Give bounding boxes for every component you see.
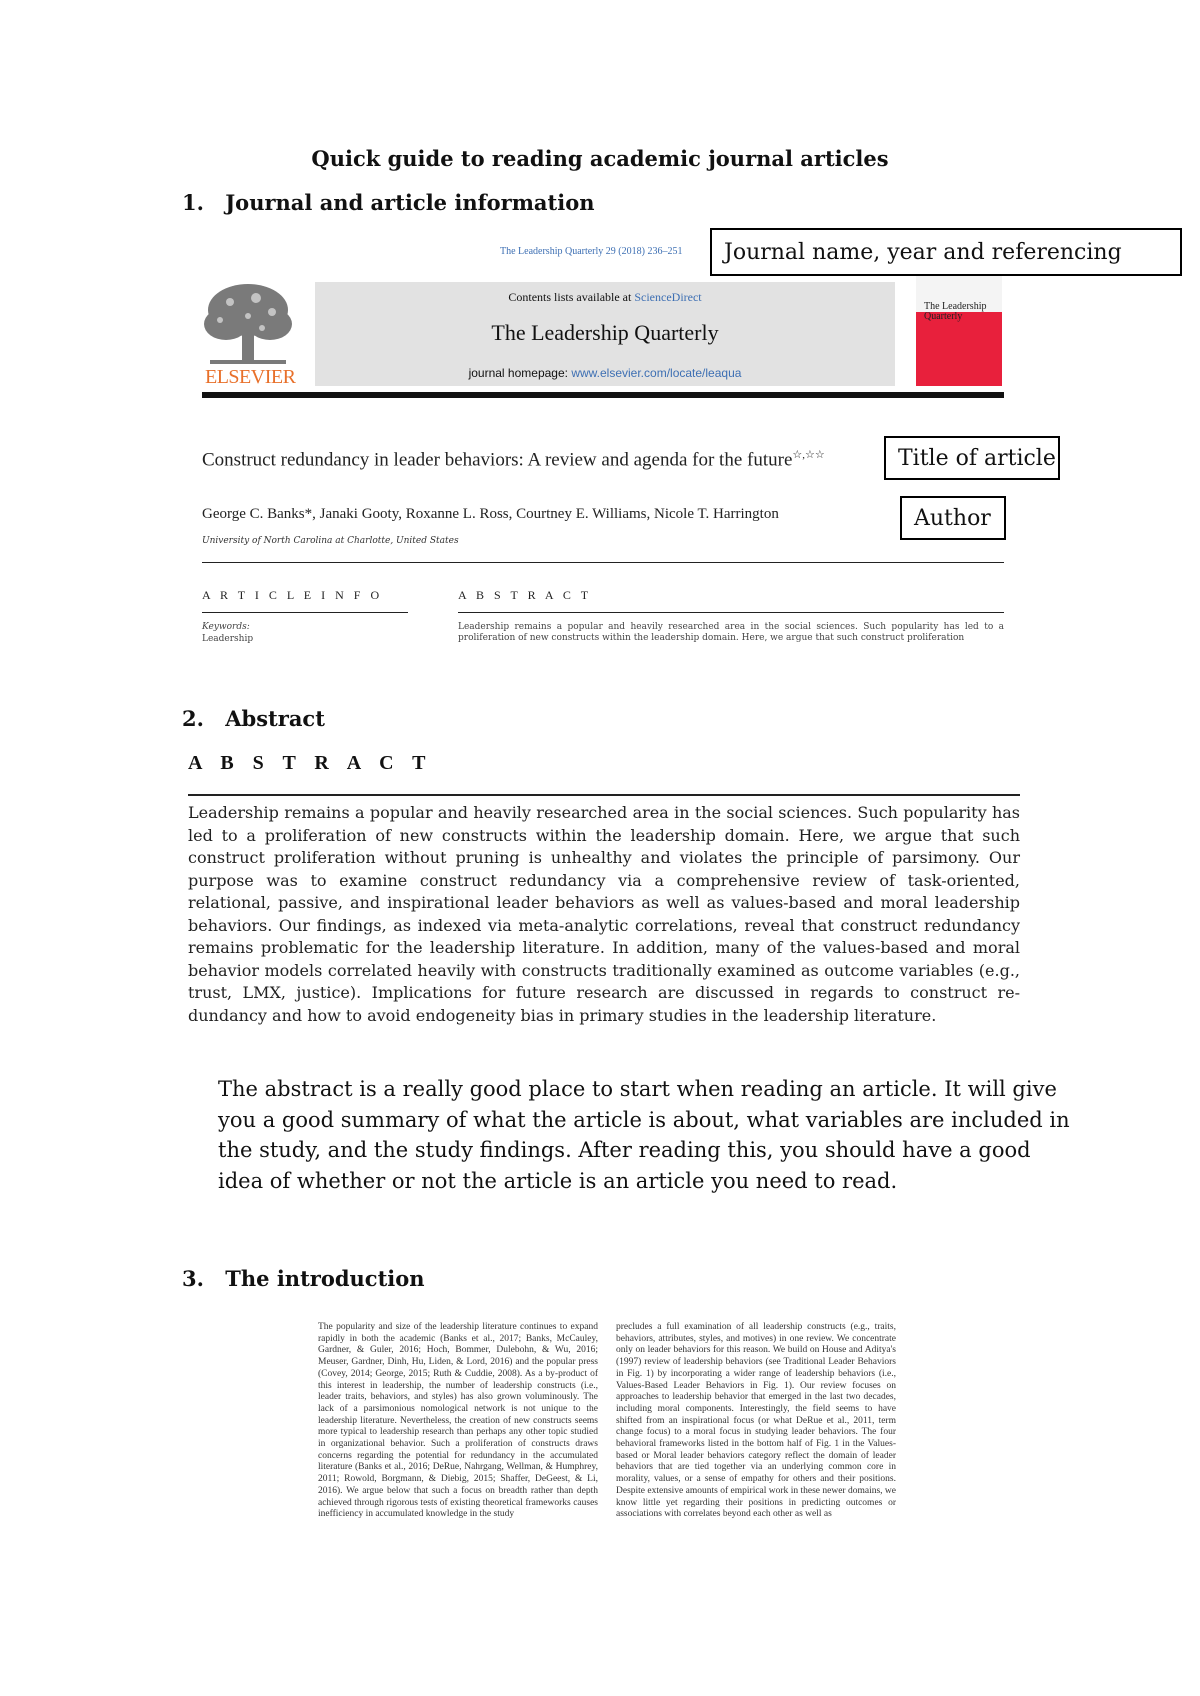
callout-author-label: Author xyxy=(914,505,991,531)
keyword-item: Leadership xyxy=(202,634,254,644)
sciencedirect-link[interactable]: ScienceDirect xyxy=(634,290,702,304)
homepage-link[interactable]: www.elsevier.com/locate/leaqua xyxy=(571,366,742,380)
callout-title xyxy=(884,436,1060,480)
section-heading-3 xyxy=(182,1266,425,1291)
introduction-column-left: The popularity and size of the leadership literature continues to expand rapidly in both the academic (Banks et al., 2017; Banks, McCauley, Gardner, & Guler, 2016; Hoch, Bommer, Dulebohn, & Wu, 2016; Meuser, Gardner, Dinh, Hu, Liden, & Lord, 2016) and the popular press (Covey, 2014; George, 2015; Ruth & Cuddie, 2008). As a by-product of this interest in leadership, the number of leadership constructs (i.e., leader traits, behaviors, and styles) has also grown voluminously. The lack of a parsimonious nomological network is not unique to the leadership literature. Nevertheless, the creation of new constructs seems more typical to leadership research than perhaps any other topic studied in organizational behavior. Such a proliferation of constructs draws concerns regarding the potential for redundancy in the accumulated literature (Banks et al., 2016; DeRue, Nahrgang, Wellman, & Humphrey, 2011; Rowold, Borgmann, & Diebig, 2015; Shaffer, DeGeest, & Li, 2016). We argue below that such a focus on breadth rather than depth achieved through rigorous tests of existing theoretical frameworks causes inefficiency in accumulated knowledge in the study xyxy=(318,1322,598,1520)
callout-title-label: Title of article xyxy=(898,445,1056,471)
section-title: Abstract xyxy=(225,706,325,731)
homepage-line: journal homepage: www.elsevier.com/locate/leaqua xyxy=(468,366,742,380)
journal-cover xyxy=(916,276,1002,386)
abstract-heading: A B S T R A C T xyxy=(188,752,433,774)
section-number: 2. xyxy=(182,706,204,731)
abstract-small-rule xyxy=(458,612,1004,613)
banner-journal-name: The Leadership Quarterly xyxy=(491,320,719,345)
article-title: Construct redundancy in leader behaviors: A review and agenda for the future☆,☆☆ xyxy=(202,449,825,471)
callout-journal-label: Journal name, year and referencing xyxy=(724,239,1122,265)
article-info-heading: A R T I C L E I N F O xyxy=(202,588,383,602)
article-info-rule xyxy=(202,612,408,613)
callout-author xyxy=(900,496,1006,540)
article-authors: George C. Banks*, Janaki Gooty, Roxanne L. Ross, Courtney E. Williams, Nicole T. Harrington xyxy=(202,506,779,522)
author-affiliation: University of North Carolina at Charlotte, United States xyxy=(202,536,459,546)
header-rule xyxy=(202,392,1004,398)
section-heading-2 xyxy=(182,706,325,731)
cover-title: The Leadership Quarterly xyxy=(924,301,987,322)
section-title: The introduction xyxy=(225,1266,425,1291)
section-number: 3. xyxy=(182,1266,204,1291)
section-title: Journal and article information xyxy=(225,190,595,215)
affiliation-rule xyxy=(202,562,1004,563)
abstract-explanation: The abstract is a really good place to start when reading an article. It will give you a good summary of what the article is about, what variables are included in the study, and the study findings. After reading this, you should have a good idea of whether or not the article is an article you need to read. xyxy=(218,1077,1070,1193)
callout-journal xyxy=(710,228,1182,276)
section-heading-1 xyxy=(182,190,594,215)
abstract-text: Leadership remains a popular and heavily researched area in the social sciences. Such popularity has led to a proliferation of new constructs within the leadership domain. Here, we argue that such construct proliferation without pruning is unhealthy and violates the principle of parsimony. Our purpose was to examine construct redundancy via a comprehensive review of task-oriented, relational, passive, and inspirational leader behaviors as well as values-based and moral leadership behaviors. Our findings, as indexed via meta-analytic correlations, reveal that construct redundancy remains problematic for the leadership literature. In addition, many of the values-based and moral behavior models correlated heavily with constructs traditionally examined as outcome variables (e.g., trust, LMX, justice). Implications for future research are discussed in regards to construct re-dundancy and how to avoid endogeneity bias in primary studies in the leadership literature. xyxy=(188,803,1020,1025)
abstract-snippet: Leadership remains a popular and heavily researched area in the social sciences. Such popularity has led to a proliferation of new constructs within the leadership domain. Here, we argue that such construct proliferation xyxy=(458,622,1004,643)
document-title: Quick guide to reading academic journal articles xyxy=(311,146,889,171)
abstract-rule xyxy=(188,794,1020,796)
contents-line: Contents lists available at ScienceDirect xyxy=(508,290,702,304)
title-footnote-marks: ☆,☆☆ xyxy=(792,449,825,461)
introduction-column-right: precludes a full examination of all leadership constructs (e.g., traits, behaviors, attributes, styles, and motives) in one review. We concentrate only on leader behaviors for this reason. We build on House and Aditya's (1997) review of leadership behaviors (see Traditional Leader Behaviors in Fig. 1) by incorporating a wider range of leadership behaviors (i.e., Values-Based Leader Behaviors in Fig. 1). Our review focuses on approaches to leadership behavior that emerged in the last two decades, including moral components. Interestingly, the field seems to have shifted from an inspirational focus (or what DeRue et al., 2011, term change focus) to a moral focus in studying leader behaviors. The four behavioral frameworks listed in the bottom half of Fig. 1 in the Values-based or Moral leader behaviors category reflect the domain of leader behaviors that are tied together via an underlying common core in morality, values, or a sense of empathy for others and their positions. Despite extensive amounts of empirical work in these newer domains, we know little yet regarding their positions in predicting outcomes or associations with correlates beyond each other as well as xyxy=(616,1322,896,1520)
section-number: 1. xyxy=(182,190,204,215)
journal-reference: The Leadership Quarterly 29 (2018) 236–251 xyxy=(500,246,683,257)
keywords-label: Keywords: xyxy=(202,622,250,632)
publisher-logo-text: ELSEVIER xyxy=(205,366,296,388)
abstract-heading-small: A B S T R A C T xyxy=(458,588,592,602)
journal-banner xyxy=(315,282,895,386)
